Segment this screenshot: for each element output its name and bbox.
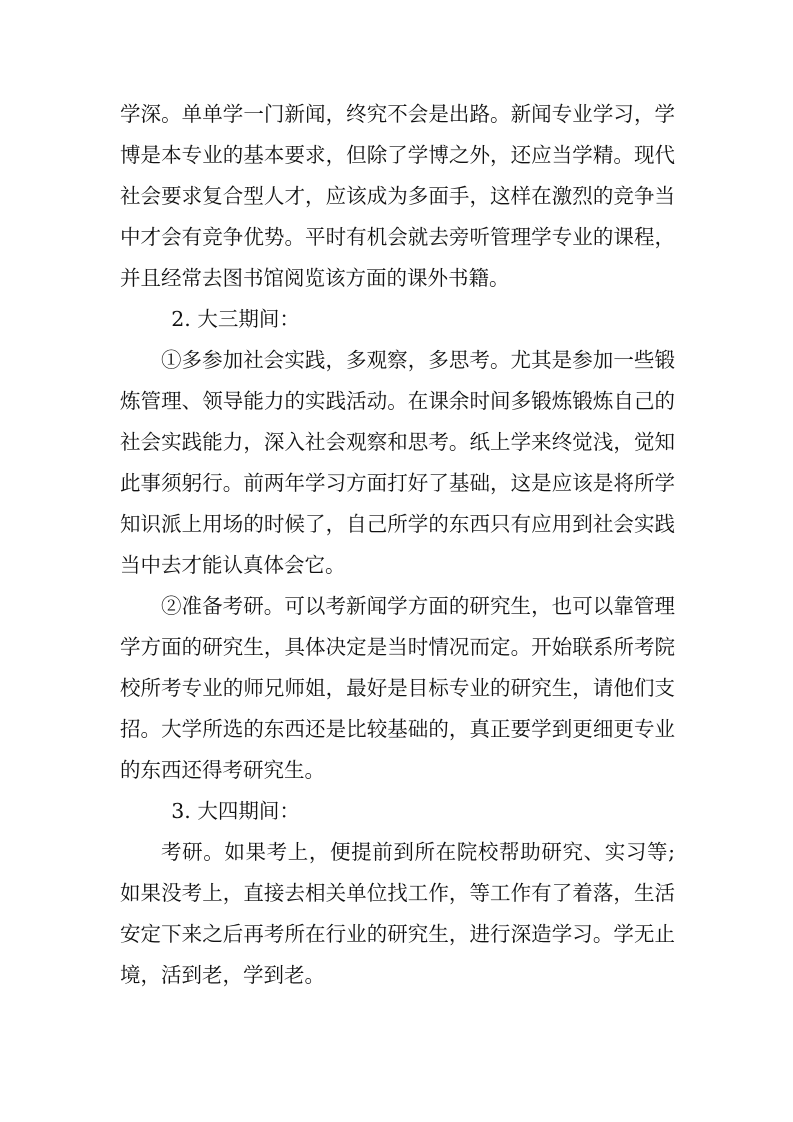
paragraph-prepare-exam: ②准备考研。可以考新闻学方面的研究生，也可以靠管理学方面的研究生，具体决定是当时情况而定。开始联系所考院校所考专业的师兄师姐，最好是目标专业的研究生，请他们支招。大学所选的东西还是比较基础的，真正要学到更细更专业的东西还得考研究生。 [120, 594, 675, 782]
document-body [120, 94, 675, 996]
paragraph-social-practice: ①多参加社会实践，多观察，多思考。尤其是参加一些锻炼管理、领导能力的实践活动。在课余时间多锻炼锻炼自己的社会实践能力，深入社会观察和思考。纸上学来终觉浅，觉知此事须躬行。前两年学习方面打好了基础，这是应该是将所学知识派上用场的时候了，自己所学的东西只有应用到社会实践当中去才能认真体会它。 [120, 348, 675, 577]
paragraph-senior-plan: 考研。如果考上，便提前到所在院校帮助研究、实习等;如果没考上，直接去相关单位找工作，等工作有了着落，生活安定下来之后再考所在行业的研究生，进行深造学习。学无止境，活到老，学到老。 [120, 840, 675, 987]
section-heading-junior-year: 2. 大三期间： [171, 307, 300, 331]
section-heading-senior-year: 3. 大四期间： [171, 799, 300, 823]
paragraph-continuation: 学深。单单学一门新闻，终究不会是出路。新闻专业学习，学博是本专业的基本要求，但除了学博之外，还应当学精。现代社会要求复合型人才，应该成为多面手，这样在激烈的竞争当中才会有竞争优势。平时有机会就去旁听管理学专业的课程，并且经常去图书馆阅览该方面的课外书籍。 [120, 102, 675, 290]
